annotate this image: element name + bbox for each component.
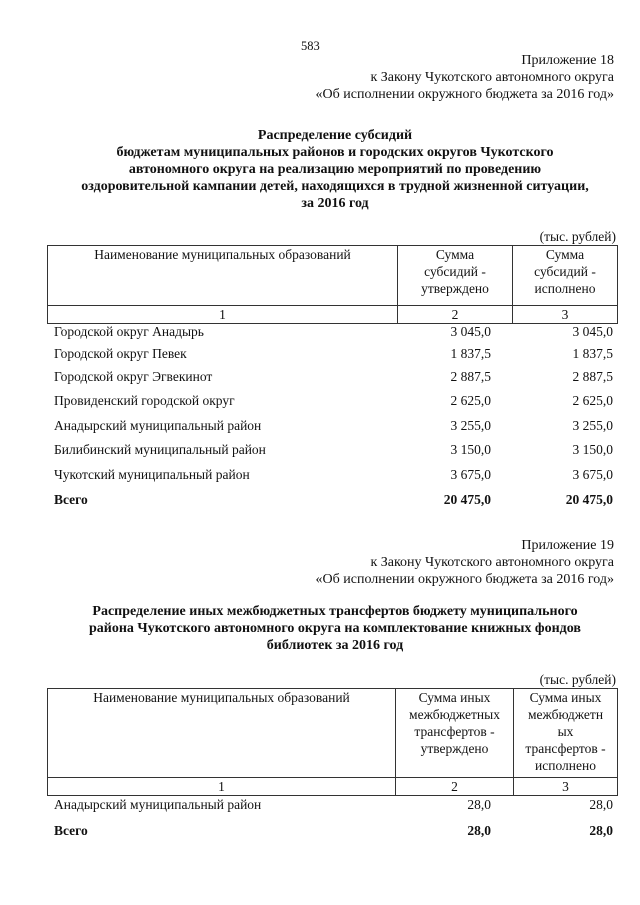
section1-table-header <box>47 245 618 324</box>
row-name: Городской округ Певек <box>54 346 187 361</box>
row-approved: 3 150,0 <box>450 442 491 457</box>
row-name: Анадырский муниципальный район <box>54 418 262 433</box>
row-approved: 3 675,0 <box>450 467 491 482</box>
page-number: 583 <box>301 39 320 53</box>
col-header-executed <box>513 246 618 306</box>
header-line: трансфертов - <box>414 724 495 739</box>
appendix-19-law: к Закону Чукотского автономного округа <box>370 555 614 570</box>
table-row <box>47 418 617 438</box>
total-executed: 20 475,0 <box>565 492 613 507</box>
row-executed: 3 150,0 <box>572 442 613 457</box>
header-line: межбюджетных <box>409 707 500 722</box>
row-approved: 28,0 <box>467 797 491 812</box>
row-executed: 3 045,0 <box>572 324 613 339</box>
row-name: Билибинский муниципальный район <box>54 442 266 457</box>
total-approved: 20 475,0 <box>443 492 491 507</box>
row-executed: 3 675,0 <box>572 467 613 482</box>
section1-title-line: Распределение субсидий <box>257 128 413 143</box>
row-approved: 3 045,0 <box>450 324 491 339</box>
section2-table-header <box>47 688 618 796</box>
row-approved: 2 625,0 <box>450 393 491 408</box>
header-line: межбюджетн <box>527 707 604 722</box>
section1-title-line: бюджетам муниципальных районов и городских округов Чукотского <box>116 145 554 160</box>
section1-title-line: автономного округа на реализацию мероприятий по проведению <box>128 162 542 177</box>
table-row <box>47 393 617 413</box>
header-line: Сумма иных <box>529 690 602 705</box>
row-name: Чукотский муниципальный район <box>54 467 250 482</box>
header-line: исполнено <box>535 758 596 773</box>
section2-units: (тыс. рублей) <box>539 672 616 687</box>
col-number-1: 1 <box>48 306 398 324</box>
appendix-19-header <box>316 537 614 588</box>
row-executed: 2 625,0 <box>572 393 613 408</box>
total-label: Всего <box>54 492 88 507</box>
row-approved: 1 837,5 <box>450 346 491 361</box>
table-total-row <box>47 492 617 512</box>
table-row <box>47 324 617 344</box>
appendix-18-label: Приложение 18 <box>521 53 614 68</box>
header-line: ых <box>557 724 574 739</box>
row-name: Анадырский муниципальный район <box>54 797 262 812</box>
appendix-18-header <box>316 52 614 103</box>
row-executed: 28,0 <box>589 797 613 812</box>
table-total-row <box>47 823 617 843</box>
table-row <box>47 797 617 817</box>
row-approved: 3 255,0 <box>450 418 491 433</box>
section2-title-line: Распределение иных межбюджетных трансфертов бюджету муниципального <box>92 604 578 619</box>
col-number-3: 3 <box>513 306 618 324</box>
header-line: утверждено <box>421 281 489 296</box>
header-line: Сумма <box>435 247 475 262</box>
row-name: Провиденский городской округ <box>54 393 235 408</box>
section1-title-line: оздоровительной кампании детей, находящихся в трудной жизненной ситуации, <box>81 179 589 194</box>
row-executed: 2 887,5 <box>572 369 613 384</box>
appendix-18-law: к Закону Чукотского автономного округа <box>370 70 614 85</box>
section2-title <box>40 603 630 654</box>
total-executed: 28,0 <box>589 823 613 838</box>
header-line: Сумма <box>545 247 585 262</box>
col-header-name: Наименование муниципальных образований <box>48 246 398 306</box>
table-row <box>47 369 617 389</box>
col-number-3: 3 <box>514 778 618 796</box>
section1-title <box>40 127 630 212</box>
section1-title-line: за 2016 год <box>301 196 369 211</box>
row-executed: 1 837,5 <box>572 346 613 361</box>
header-line: Сумма иных <box>418 690 491 705</box>
col-number-2: 2 <box>396 778 514 796</box>
table-row <box>47 442 617 462</box>
header-line: субсидий - <box>534 264 596 279</box>
appendix-18-law-title: «Об исполнении окружного бюджета за 2016 год» <box>315 87 614 102</box>
row-approved: 2 887,5 <box>450 369 491 384</box>
row-name: Городской округ Анадырь <box>54 324 204 339</box>
header-line: утверждено <box>420 741 489 756</box>
header-line: субсидий - <box>424 264 486 279</box>
col-number-2: 2 <box>398 306 513 324</box>
appendix-19-law-title: «Об исполнении окружного бюджета за 2016 год» <box>315 572 614 587</box>
total-label: Всего <box>54 823 88 838</box>
section2-title-line: района Чукотского автономного округа на комплектование книжных фондов <box>89 621 581 636</box>
table-row <box>47 346 617 366</box>
header-line: исполнено <box>534 281 596 296</box>
table-row <box>47 467 617 487</box>
section1-units: (тыс. рублей) <box>539 229 616 244</box>
col-header-approved <box>398 246 513 306</box>
col-header-approved <box>396 689 514 778</box>
section2-title-line: библиотек за 2016 год <box>266 638 404 653</box>
col-number-1: 1 <box>48 778 396 796</box>
header-line: трансфертов - <box>525 741 606 756</box>
row-executed: 3 255,0 <box>572 418 613 433</box>
row-name: Городской округ Эгвекинот <box>54 369 213 384</box>
col-header-executed <box>514 689 618 778</box>
col-header-name: Наименование муниципальных образований <box>48 689 396 778</box>
total-approved: 28,0 <box>467 823 491 838</box>
appendix-19-label: Приложение 19 <box>521 538 614 553</box>
